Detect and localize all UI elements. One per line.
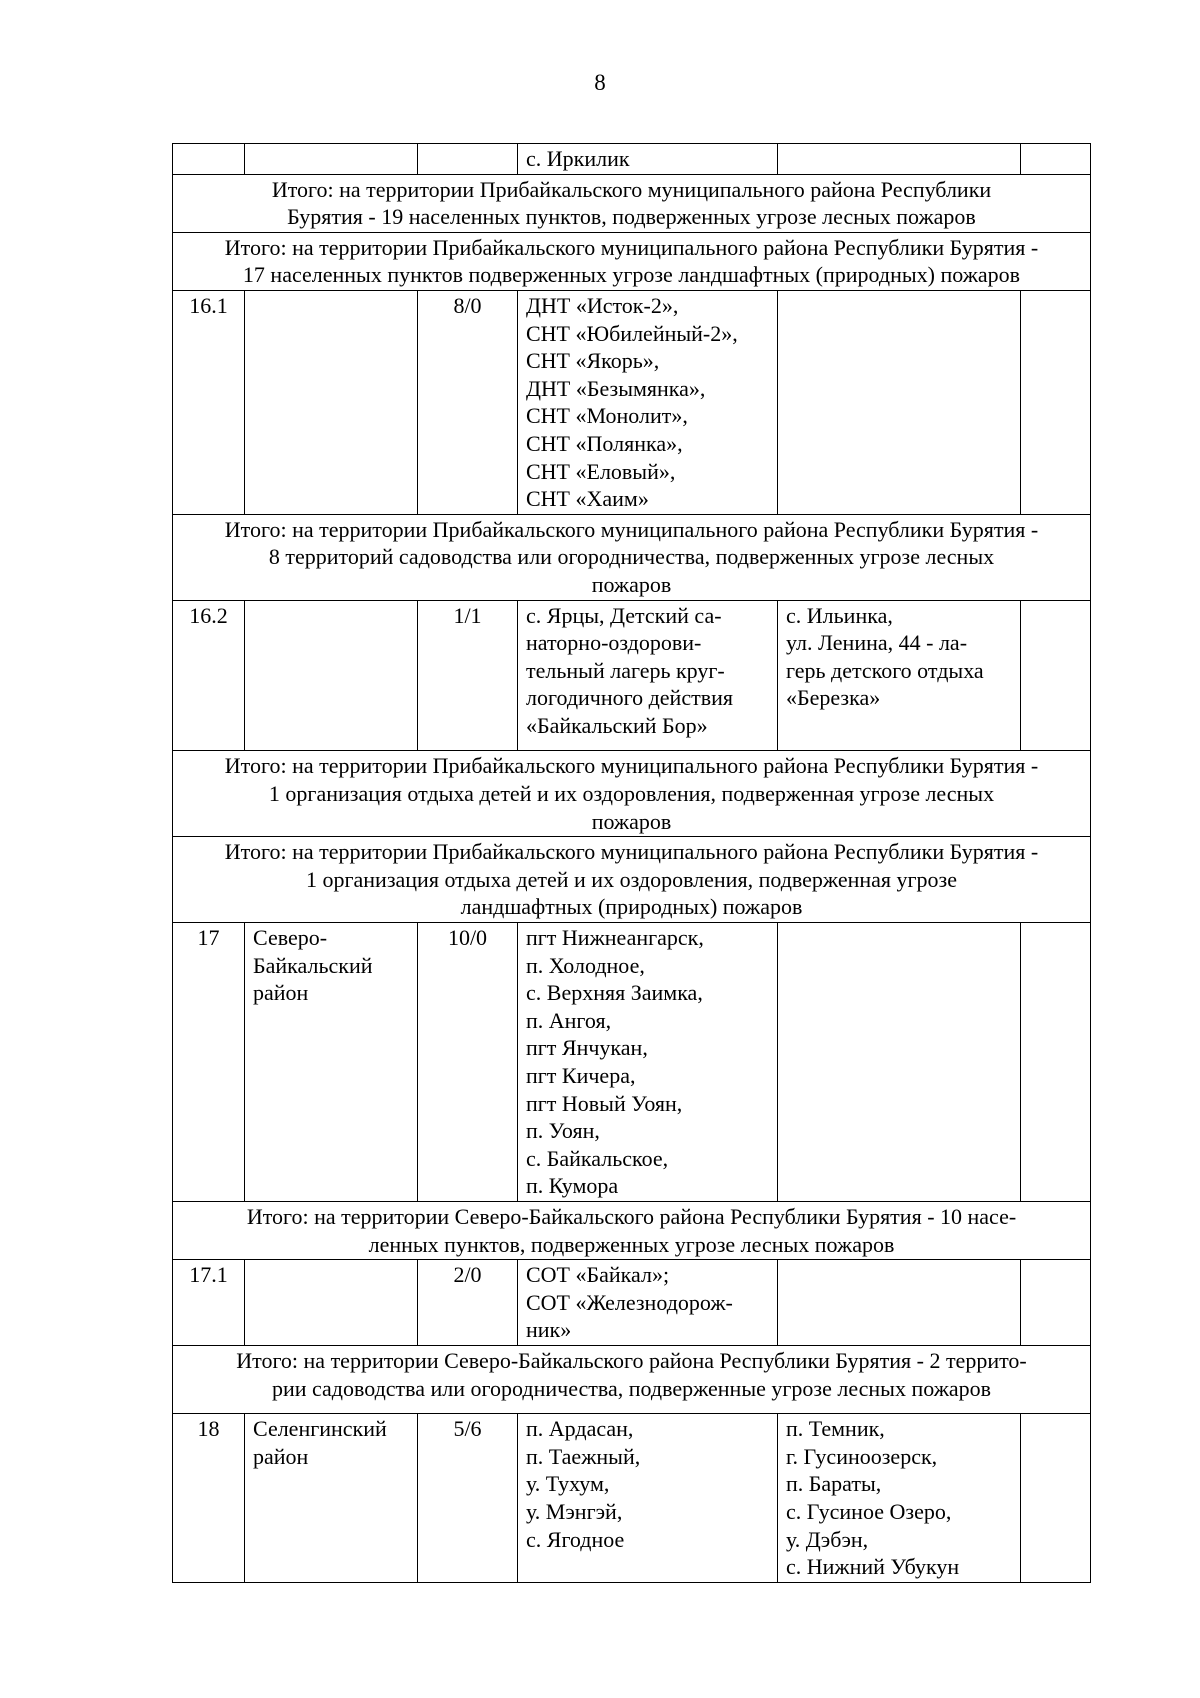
total-line: Итого: на территории Прибайкальского муниципального района Республики Бурятия - xyxy=(224,753,1039,779)
landscape-fire-settlements-cell xyxy=(778,600,1021,751)
row-number-cell: 17.1 xyxy=(173,1260,245,1346)
settlement-line: СНТ «Хаим» xyxy=(526,486,649,512)
total-cell xyxy=(173,751,1091,837)
total-cell xyxy=(173,1201,1091,1259)
fire-risk-table xyxy=(172,143,1091,1583)
table-row xyxy=(173,1260,1091,1346)
settlement-line: ДНТ «Безымянка», xyxy=(526,375,706,401)
settlement-line: с. Гусиное Озеро, xyxy=(786,1498,952,1524)
count-cell xyxy=(418,144,518,175)
settlement-line: наторно-оздорови- xyxy=(526,630,702,656)
total-line: пожаров xyxy=(591,808,672,834)
forest-fire-settlements-cell xyxy=(518,923,778,1202)
total-line: 1 организация отдыха детей и их оздоровления, подверженная угрозе лесных xyxy=(268,781,995,807)
district-line: Селенгинский xyxy=(253,1416,387,1442)
district-line: район xyxy=(253,980,309,1006)
count-cell: 5/6 xyxy=(418,1414,518,1583)
landscape-fire-settlements-cell xyxy=(778,144,1021,175)
extra-cell xyxy=(1021,1414,1091,1583)
district-line: Северо- xyxy=(253,925,328,951)
table-row xyxy=(173,1414,1091,1583)
row-number-cell: 16.1 xyxy=(173,290,245,514)
district-cell xyxy=(245,290,418,514)
settlement-line: тельный лагерь круг- xyxy=(526,657,725,683)
settlement-line: с. Ярцы, Детский са- xyxy=(526,602,722,628)
total-row xyxy=(173,232,1091,290)
table-row xyxy=(173,600,1091,751)
settlement-line: СОТ «Байкал»; xyxy=(526,1262,670,1288)
settlement-line: пгт Новый Уоян, xyxy=(526,1090,683,1116)
total-row xyxy=(173,174,1091,232)
settlement-line: СНТ «Юбилейный-2», xyxy=(526,320,738,346)
page-number: 8 xyxy=(594,70,606,95)
settlement-line: логодичного действия xyxy=(526,685,733,711)
row-number-cell: 16.2 xyxy=(173,600,245,751)
settlement-line: «Байкальский Бор» xyxy=(526,712,708,738)
forest-fire-settlements-cell xyxy=(518,1414,778,1583)
district-line: район xyxy=(253,1443,309,1469)
district-cell xyxy=(245,600,418,751)
settlement-line: СОТ «Железнодорож- xyxy=(526,1289,733,1315)
extra-cell xyxy=(1021,923,1091,1202)
total-row xyxy=(173,751,1091,837)
settlement-line: пгт Кичера, xyxy=(526,1063,636,1088)
landscape-fire-settlements-cell xyxy=(778,1414,1021,1583)
extra-cell xyxy=(1021,1260,1091,1346)
settlement-line: у. Мэнгэй, xyxy=(526,1498,623,1524)
total-row xyxy=(173,837,1091,923)
settlement-line: герь детского отдыха xyxy=(786,657,984,683)
count-cell: 2/0 xyxy=(418,1260,518,1346)
total-line: Итого: на территории Северо-Байкальского района Республики Бурятия - 10 насе- xyxy=(246,1203,1017,1229)
total-cell xyxy=(173,1345,1091,1413)
district-cell xyxy=(245,923,418,1202)
total-line: 1 организация отдыха детей и их оздоровления, подверженная угрозе xyxy=(305,866,958,892)
settlement-line: ул. Ленина, 44 - ла- xyxy=(786,630,968,656)
settlement-line: СНТ «Якорь», xyxy=(526,348,660,374)
total-line: рии садоводства или огородничества, подверженные угрозе лесных пожаров xyxy=(271,1375,992,1401)
settlement-line: СНТ «Полянка», xyxy=(526,430,683,456)
total-line: Бурятия - 19 населенных пунктов, подверженных угрозе лесных пожаров xyxy=(287,204,976,230)
count-cell: 1/1 xyxy=(418,600,518,751)
settlement-line: п. Ангоя, xyxy=(526,1007,612,1033)
settlement-line: у. Дэбэн, xyxy=(786,1526,869,1552)
row-number-cell xyxy=(173,144,245,175)
settlement-line: с. Нижний Убукун xyxy=(786,1554,960,1580)
settlement-line: с. Ягодное xyxy=(526,1526,625,1552)
total-cell xyxy=(173,837,1091,923)
total-cell xyxy=(173,514,1091,600)
total-line: Итого: на территории Прибайкальского муниципального района Республики Бурятия - xyxy=(224,839,1039,865)
table-row xyxy=(173,923,1091,1202)
table-row xyxy=(173,144,1091,175)
settlement-line: п. Холодное, xyxy=(526,952,645,978)
landscape-fire-settlements-cell xyxy=(778,290,1021,514)
total-line: ландшафтных (природных) пожаров xyxy=(460,894,803,920)
settlement-line: п. Кумора xyxy=(526,1173,619,1199)
landscape-fire-settlements-cell xyxy=(778,923,1021,1202)
total-line: Итого: на территории Прибайкальского муниципального района Республики Бурятия - xyxy=(224,516,1039,542)
settlement-line: с. Верхняя Заимка, xyxy=(526,980,703,1006)
row-number-cell: 17 xyxy=(173,923,245,1202)
total-line: Итого: на территории Прибайкальского муниципального района Республики xyxy=(271,176,992,202)
total-row xyxy=(173,514,1091,600)
forest-fire-settlements-cell xyxy=(518,600,778,751)
settlement-line: СНТ «Еловый», xyxy=(526,458,676,484)
total-cell xyxy=(173,174,1091,232)
settlement-line: п. Ардасан, xyxy=(526,1416,634,1442)
total-line: пожаров xyxy=(591,571,672,597)
forest-fire-settlements-cell xyxy=(518,290,778,514)
district-cell xyxy=(245,1414,418,1583)
extra-cell xyxy=(1021,144,1091,175)
settlement-line: с. Байкальское, xyxy=(526,1145,669,1171)
settlement-line: п. Темник, xyxy=(786,1416,885,1442)
extra-cell xyxy=(1021,290,1091,514)
count-cell: 10/0 xyxy=(418,923,518,1202)
settlement-line: с. Иркилик xyxy=(526,146,630,171)
total-line: Итого: на территории Северо-Байкальского района Республики Бурятия - 2 террито- xyxy=(236,1347,1027,1373)
table-row xyxy=(173,290,1091,514)
total-row xyxy=(173,1345,1091,1413)
total-line: ленных пунктов, подверженных угрозе лесных пожаров xyxy=(368,1231,895,1257)
district-line: Байкальский xyxy=(253,952,373,978)
forest-fire-settlements-cell xyxy=(518,144,778,175)
settlement-line: г. Гусиноозерск, xyxy=(786,1443,938,1469)
settlement-line: пгт Нижнеангарск, xyxy=(526,925,704,951)
district-cell xyxy=(245,144,418,175)
total-line: Итого: на территории Прибайкальского муниципального района Республики Бурятия - xyxy=(224,234,1039,260)
settlement-line: п. Таежный, xyxy=(526,1443,641,1469)
total-line: 17 населенных пунктов подверженных угрозе ландшафтных (природных) пожаров xyxy=(242,262,1021,288)
district-cell xyxy=(245,1260,418,1346)
settlement-line: у. Тухум, xyxy=(526,1471,610,1497)
settlement-line: пгт Янчукан, xyxy=(526,1035,648,1061)
settlement-line: «Березка» xyxy=(786,685,881,711)
landscape-fire-settlements-cell xyxy=(778,1260,1021,1346)
count-cell: 8/0 xyxy=(418,290,518,514)
extra-cell xyxy=(1021,600,1091,751)
settlement-line: п. Уоян, xyxy=(526,1118,600,1144)
settlement-line: с. Ильинка, xyxy=(786,602,893,628)
settlement-line: ник» xyxy=(526,1317,572,1343)
total-cell xyxy=(173,232,1091,290)
forest-fire-settlements-cell xyxy=(518,1260,778,1346)
settlement-line: СНТ «Монолит», xyxy=(526,403,688,429)
settlement-line: ДНТ «Исток-2», xyxy=(526,292,679,318)
row-number-cell: 18 xyxy=(173,1414,245,1583)
settlement-line: п. Бараты, xyxy=(786,1471,882,1497)
total-line: 8 территорий садоводства или огородничества, подверженных угрозе лесных xyxy=(268,544,995,570)
total-row xyxy=(173,1201,1091,1259)
